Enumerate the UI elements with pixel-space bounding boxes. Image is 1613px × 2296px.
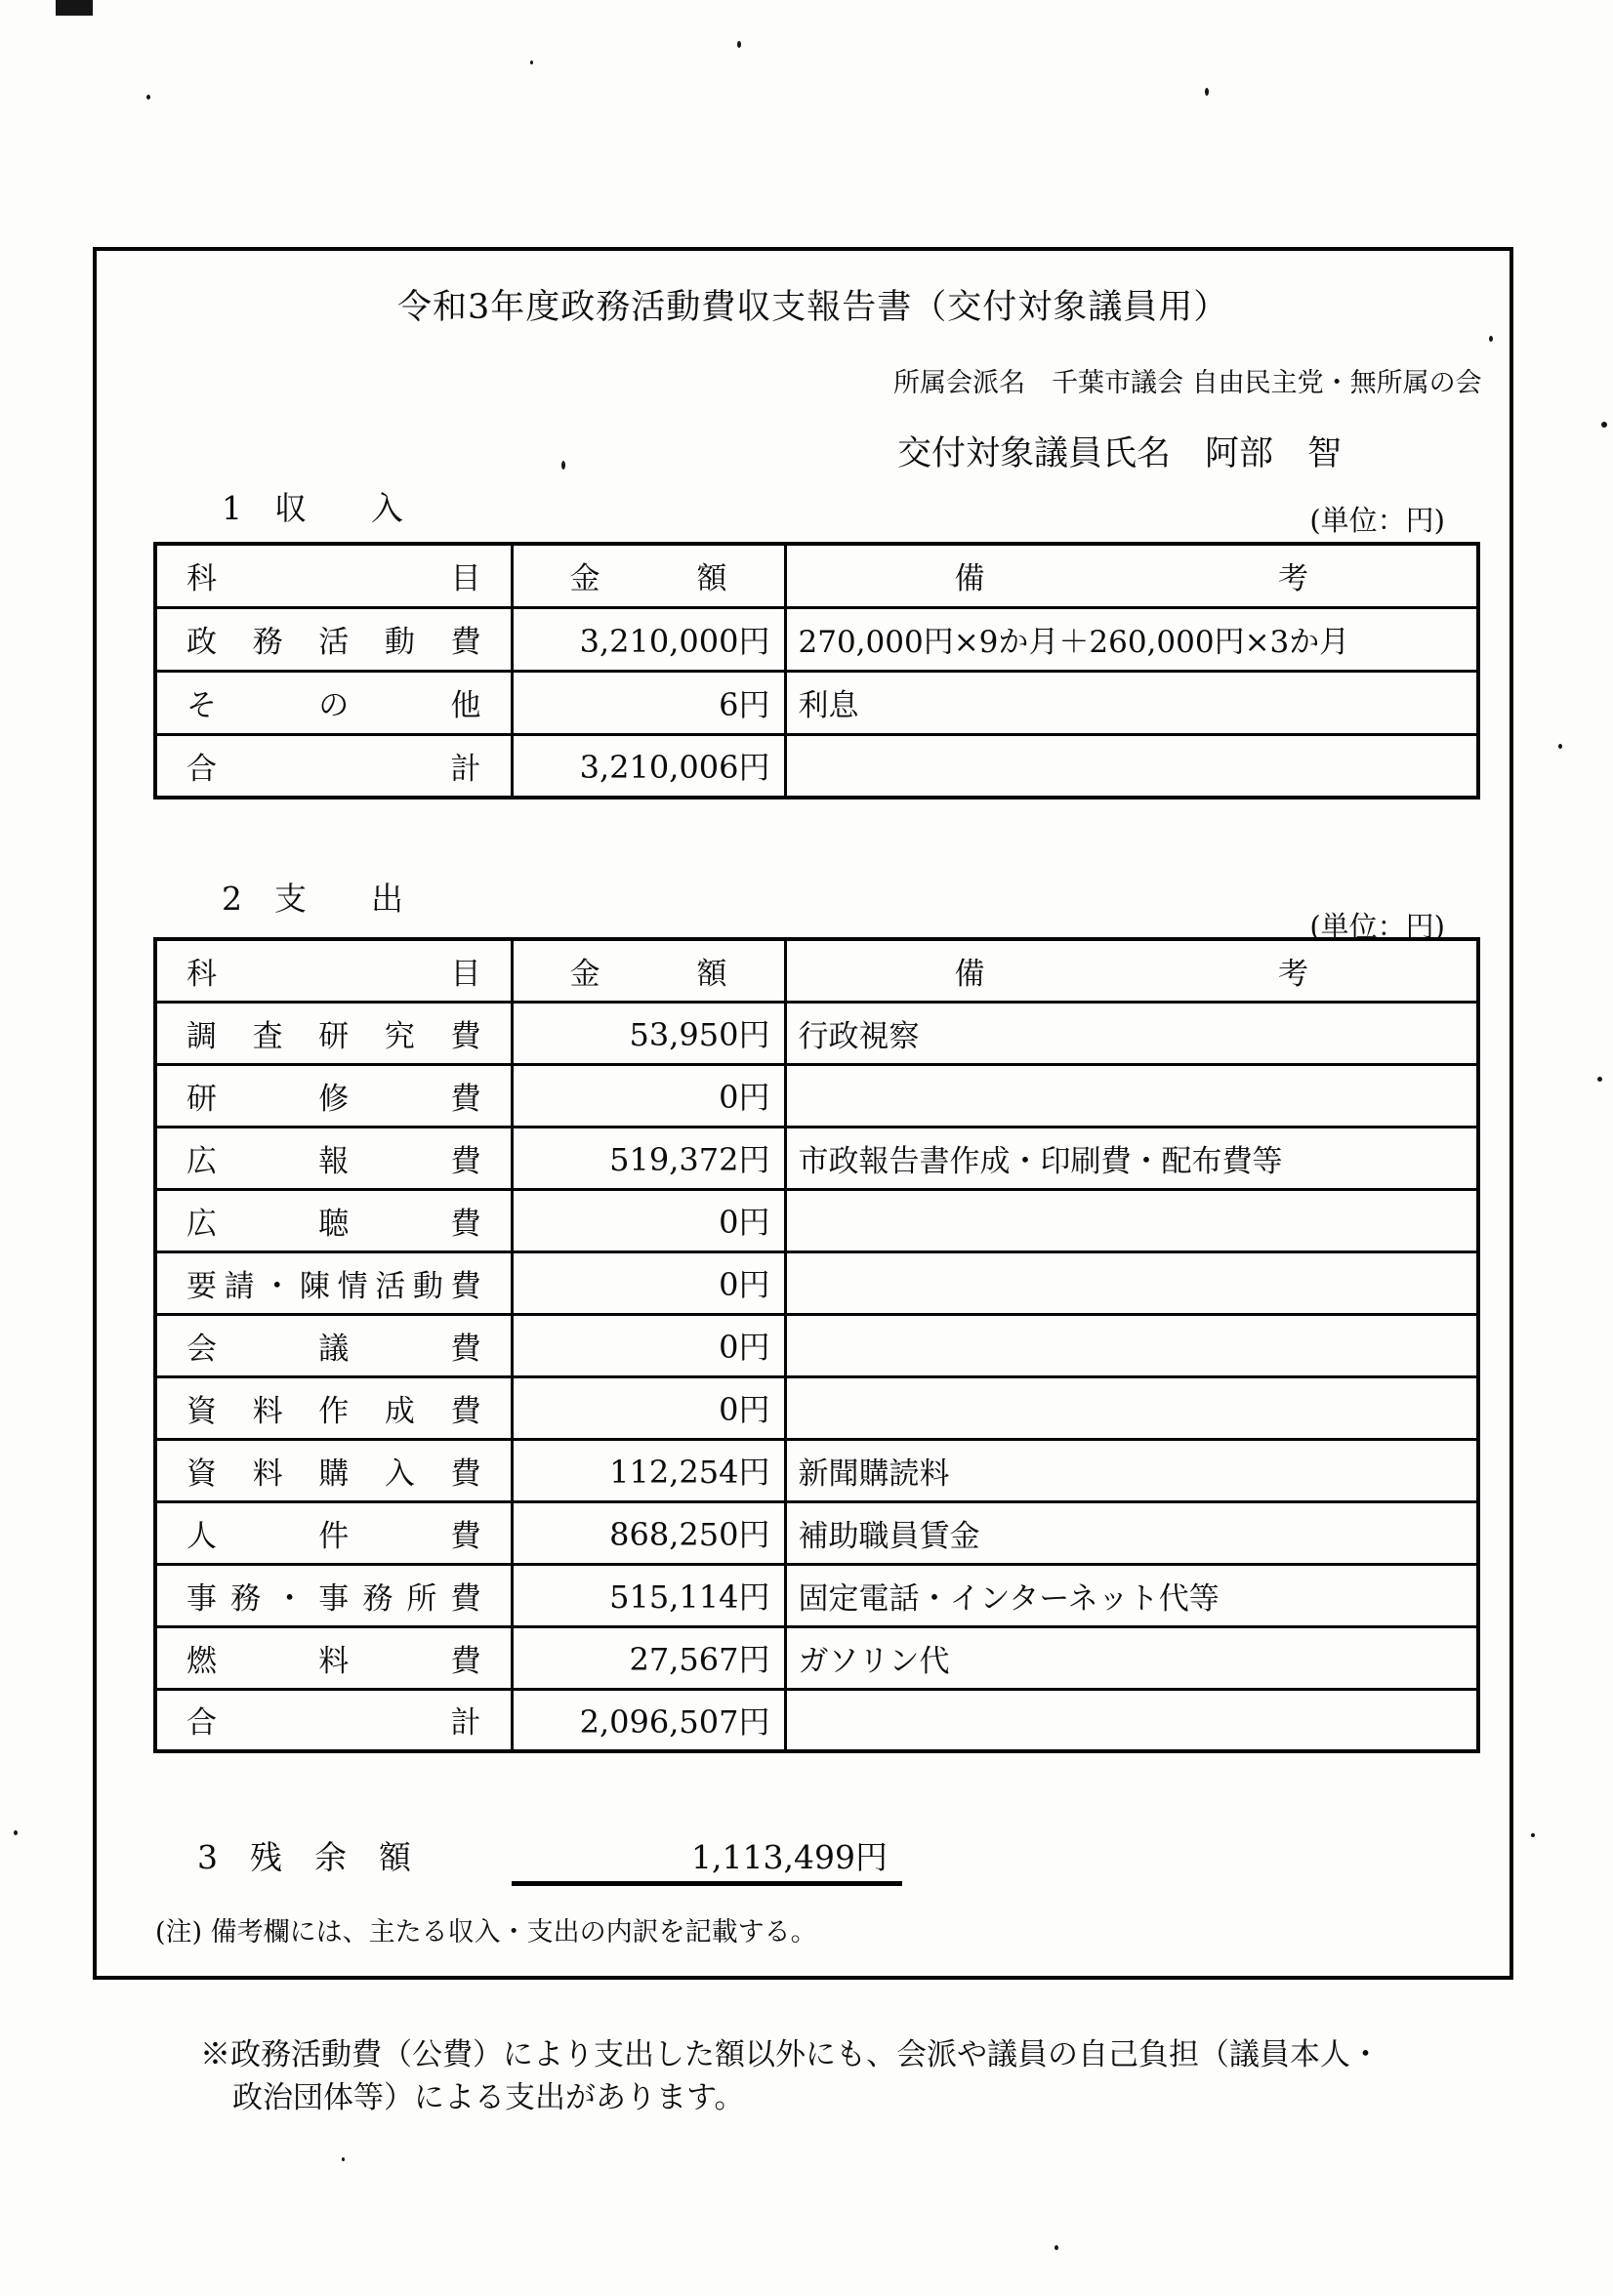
amount-cell: 6円 <box>512 671 785 734</box>
remarks-cell <box>785 1189 1478 1251</box>
amount-cell: 53,950円 <box>512 1002 785 1064</box>
item-cell: 資料購入費 <box>155 1439 512 1501</box>
remarks-cell: 補助職員賃金 <box>785 1501 1478 1564</box>
remarks-column-note: (注) 備考欄には、主たる収入・支出の内訳を記載する。 <box>155 1917 817 1948</box>
expense-row <box>155 1127 1478 1189</box>
scan-speckle-dot <box>1205 88 1209 96</box>
amount-cell: 0円 <box>512 1314 785 1376</box>
expense-row <box>155 1501 1478 1564</box>
expense-section-heading: 2 支 出 <box>222 880 403 918</box>
remarks-cell <box>785 1376 1478 1439</box>
item-cell: 合計 <box>155 734 512 798</box>
expense-row <box>155 1376 1478 1439</box>
remarks-cell <box>785 1064 1478 1127</box>
remarks-cell <box>785 1314 1478 1376</box>
expense-row <box>155 1314 1478 1376</box>
scan-speckle-dot <box>1601 422 1607 428</box>
expense-header-row <box>155 939 1478 1002</box>
expense-row <box>155 1439 1478 1501</box>
footer-note-line1: ※政務活動費（公費）により支出した額以外にも、会派や議員の自己負担（議員本人・ <box>200 2037 1381 2072</box>
amount-cell: 3,210,006円 <box>512 734 785 798</box>
footer-note <box>200 2033 1381 2119</box>
income-total-row <box>155 734 1478 798</box>
expense-row <box>155 1251 1478 1314</box>
item-cell: 研修費 <box>155 1064 512 1127</box>
remarks-cell: 270,000円×9か月＋260,000円×3か月 <box>785 607 1478 671</box>
amount-cell: 112,254円 <box>512 1439 785 1501</box>
remarks-cell: ガソリン代 <box>785 1626 1478 1689</box>
item-cell: 資料作成費 <box>155 1376 512 1439</box>
remarks-cell: 市政報告書作成・印刷費・配布費等 <box>785 1127 1478 1189</box>
income-row <box>155 607 1478 671</box>
remarks-cell <box>785 1251 1478 1314</box>
report-title: 令和3年度政務活動費収支報告書（交付対象議員用） <box>397 288 1229 327</box>
amount-cell: 0円 <box>512 1251 785 1314</box>
amount-cell: 0円 <box>512 1376 785 1439</box>
remarks-cell <box>785 734 1478 798</box>
amount-cell: 2,096,507円 <box>512 1689 785 1751</box>
expense-row <box>155 1189 1478 1251</box>
item-cell: 広報費 <box>155 1127 512 1189</box>
balance-section-heading: 3 残 余 額 <box>197 1838 411 1876</box>
item-cell: 合計 <box>155 1689 512 1751</box>
scan-speckle-dot <box>146 95 150 100</box>
balance-amount: 1,113,499円 <box>691 1838 888 1876</box>
amount-cell: 0円 <box>512 1064 785 1127</box>
amount-cell: 0円 <box>512 1189 785 1251</box>
item-cell: 事務・事務所費 <box>155 1564 512 1626</box>
expense-header-remarks: 備考 <box>785 939 1478 1002</box>
scan-speckle-dot <box>1558 744 1562 749</box>
amount-cell: 3,210,000円 <box>512 607 785 671</box>
income-unit-label: (単位：円) <box>1309 504 1445 537</box>
expense-header-amount: 金額 <box>512 939 785 1002</box>
expense-header-item: 科目 <box>155 939 512 1002</box>
remarks-cell <box>785 1689 1478 1751</box>
expense-row <box>155 1002 1478 1064</box>
item-cell: 燃料費 <box>155 1626 512 1689</box>
income-header-amount: 金額 <box>512 544 785 607</box>
item-cell: 調査研究費 <box>155 1002 512 1064</box>
expense-total-row <box>155 1689 1478 1751</box>
footer-note-line2: 政治団体等）による支出があります。 <box>232 2080 745 2115</box>
amount-cell: 868,250円 <box>512 1501 785 1564</box>
scan-speckle-dot <box>737 41 741 48</box>
report-sheet <box>93 247 1513 1980</box>
item-cell: その他 <box>155 671 512 734</box>
income-row <box>155 671 1478 734</box>
scan-speckle-corner <box>56 0 93 16</box>
expense-row <box>155 1064 1478 1127</box>
scan-speckle-dot <box>1531 1833 1535 1837</box>
item-cell: 政務活動費 <box>155 607 512 671</box>
balance-underline <box>512 1881 902 1886</box>
item-cell: 広聴費 <box>155 1189 512 1251</box>
income-section-heading: 1 収 入 <box>222 489 403 527</box>
scan-speckle-dot <box>342 2157 345 2161</box>
item-cell: 要請・陳情活動費 <box>155 1251 512 1314</box>
income-header-item: 科目 <box>155 544 512 607</box>
remarks-cell: 固定電話・インターネット代等 <box>785 1564 1478 1626</box>
scan-speckle-dot <box>1055 2245 1058 2250</box>
member-name-line: 交付対象議員氏名 阿部 智 <box>897 434 1343 473</box>
scan-speckle-dot <box>1597 1077 1602 1082</box>
expense-unit-label: (単位：円) <box>1309 910 1445 943</box>
expense-table <box>153 937 1480 1753</box>
income-header-row <box>155 544 1478 607</box>
expense-row <box>155 1564 1478 1626</box>
faction-name-line: 所属会派名 千葉市議会 自由民主党・無所属の会 <box>893 368 1482 398</box>
remarks-cell: 利息 <box>785 671 1478 734</box>
income-header-remarks: 備考 <box>785 544 1478 607</box>
item-cell: 人件費 <box>155 1501 512 1564</box>
item-cell: 会議費 <box>155 1314 512 1376</box>
amount-cell: 27,567円 <box>512 1626 785 1689</box>
remarks-cell: 新聞購読料 <box>785 1439 1478 1501</box>
remarks-cell: 行政視察 <box>785 1002 1478 1064</box>
scan-speckle-dot <box>14 1830 18 1835</box>
scan-speckle-dot <box>530 61 533 64</box>
income-table <box>153 542 1480 800</box>
expense-row <box>155 1626 1478 1689</box>
amount-cell: 519,372円 <box>512 1127 785 1189</box>
amount-cell: 515,114円 <box>512 1564 785 1626</box>
